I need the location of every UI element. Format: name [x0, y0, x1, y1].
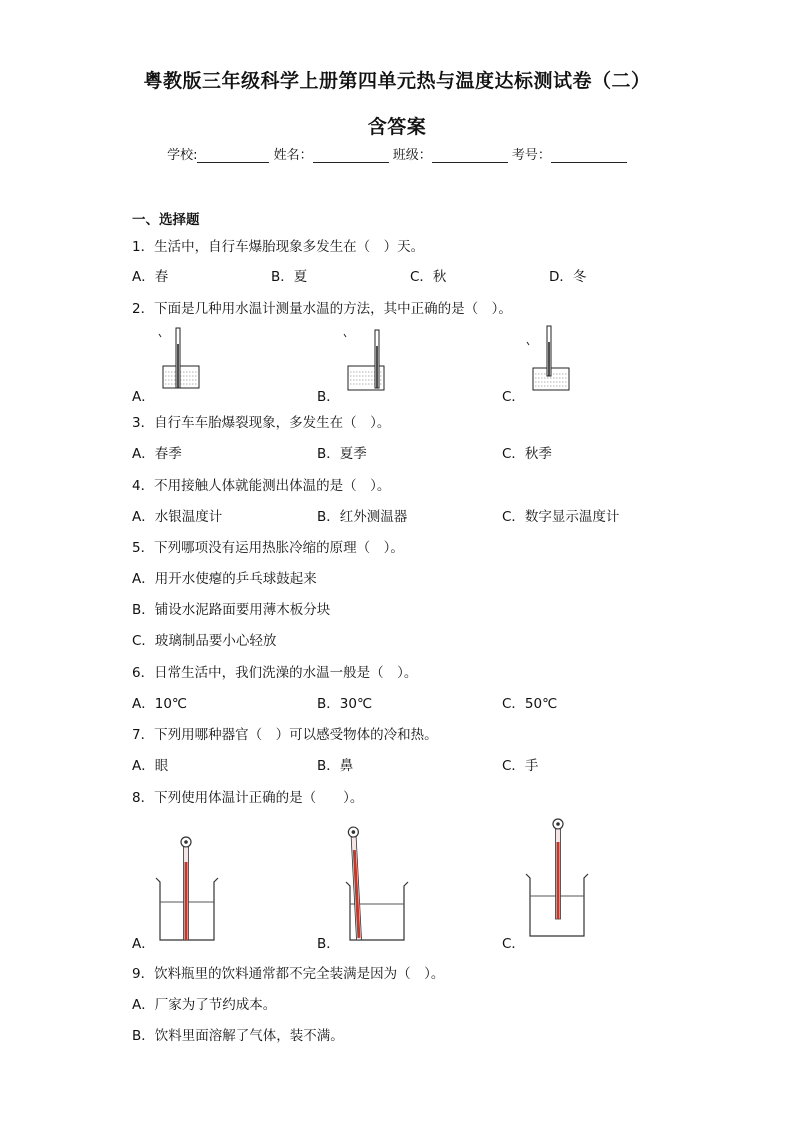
student-info-line: [0, 144, 794, 163]
q2-option-a[interactable]: A．: [132, 389, 155, 405]
page-title: 粤教版三年级科学上册第四单元热与温度达标测试卷（二）: [143, 70, 651, 92]
q4-option-b[interactable]: B．红外测温器: [317, 509, 408, 525]
q1-option-b[interactable]: B．夏: [271, 269, 308, 285]
number-label: 考号：: [511, 148, 551, 163]
q3-option-b[interactable]: B．夏季: [317, 446, 367, 462]
question-3: 3．自行车车胎爆裂现象，多发生在（ ）。: [132, 415, 391, 431]
clinical-thermometer-figure-c: [522, 816, 594, 944]
q2-option-b[interactable]: B．: [317, 389, 340, 405]
q1-option-d[interactable]: D．冬: [549, 269, 587, 285]
q3-option-a[interactable]: A．春季: [132, 446, 182, 462]
question-2: 2．下面是几种用水温计测量水温的方法，其中正确的是（ ）。: [132, 301, 512, 317]
section-heading: 一、选择题: [132, 212, 200, 228]
clinical-thermometer-figure-a: [152, 832, 224, 944]
question-6: 6．日常生活中，我们洗澡的水温一般是（ ）。: [132, 665, 418, 681]
page-subtitle: 含答案: [367, 116, 427, 138]
q6-option-b[interactable]: B．30℃: [317, 696, 373, 712]
q8-option-c[interactable]: C．: [502, 936, 525, 952]
q4-option-a[interactable]: A．水银温度计: [132, 509, 223, 525]
clinical-thermometer-figure-b: [338, 822, 410, 944]
class-field[interactable]: [432, 148, 508, 163]
q2-option-c[interactable]: C．: [502, 389, 525, 405]
q5-option-b[interactable]: B．铺设水泥路面要用薄木板分块: [132, 602, 331, 618]
q5-option-a[interactable]: A．用开水使瘪的乒乓球鼓起来: [132, 571, 317, 587]
q7-option-c[interactable]: C．手: [502, 758, 539, 774]
school-field[interactable]: [197, 148, 269, 163]
q8-option-a[interactable]: A．: [132, 936, 155, 952]
class-label: 班级：: [392, 148, 432, 163]
q1-option-c[interactable]: C．秋: [410, 269, 447, 285]
q5-option-c[interactable]: C．玻璃制品要小心轻放: [132, 633, 277, 649]
question-4: 4．不用接触人体就能测出体温的是（ ）。: [132, 478, 391, 494]
q9-option-b[interactable]: B．饮料里面溶解了气体，装不满。: [132, 1028, 344, 1044]
question-5: 5．下列哪项没有运用热胀冷缩的原理（ ）。: [132, 540, 404, 556]
q9-option-a[interactable]: A．厂家为了节约成本。: [132, 997, 277, 1013]
question-9: 9．饮料瓶里的饮料通常都不完全装满是因为（ ）。: [132, 966, 445, 982]
q4-option-c[interactable]: C．数字显示温度计: [502, 509, 620, 525]
question-1: 1．生活中，自行车爆胎现象多发生在（ ）天。: [132, 239, 425, 255]
q7-option-a[interactable]: A．眼: [132, 758, 169, 774]
q6-option-a[interactable]: A．10℃: [132, 696, 188, 712]
q3-option-c[interactable]: C．秋季: [502, 446, 552, 462]
school-label: 学校:: [167, 148, 198, 163]
q1-option-a[interactable]: A．春: [132, 269, 169, 285]
q6-option-c[interactable]: C．50℃: [502, 696, 558, 712]
question-8: 8．下列使用体温计正确的是（ ）。: [132, 790, 364, 806]
q7-option-b[interactable]: B．鼻: [317, 758, 354, 774]
beaker-thermometer-figure-b: [336, 322, 396, 392]
number-field[interactable]: [551, 148, 627, 163]
name-label: 姓名：: [273, 148, 313, 163]
beaker-thermometer-figure-a: [150, 322, 210, 392]
name-field[interactable]: [313, 148, 389, 163]
question-7: 7．下列用哪种器官（ ）可以感受物体的冷和热。: [132, 727, 438, 743]
q8-option-b[interactable]: B．: [317, 936, 340, 952]
beaker-thermometer-figure-c: [520, 322, 580, 392]
